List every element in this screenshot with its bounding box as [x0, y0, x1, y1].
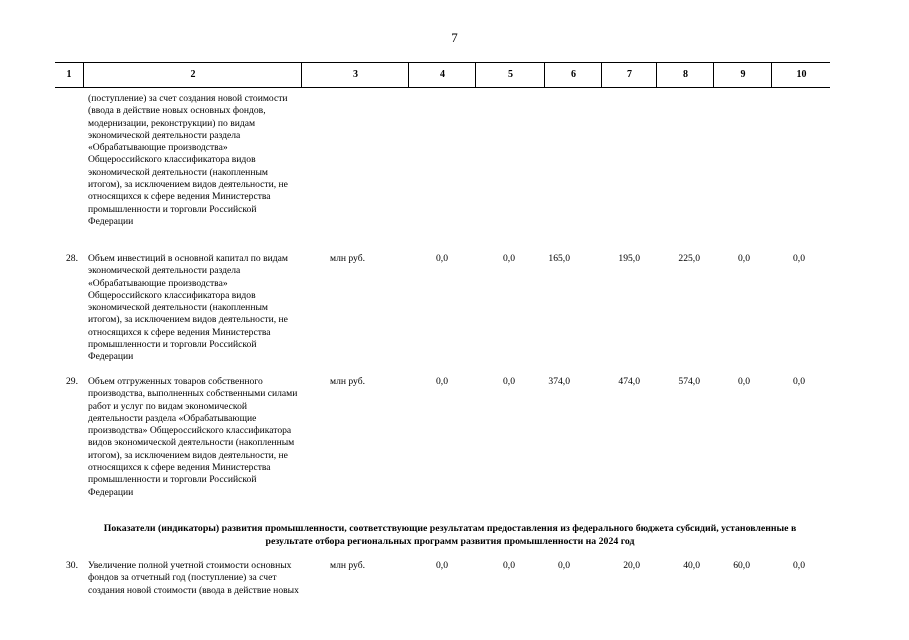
header-col-4: 4 [408, 63, 476, 87]
row-30-col-7: 20,0 [623, 560, 640, 571]
row-28-col-7: 195,0 [618, 253, 640, 264]
row-28-col-5: 0,0 [503, 253, 515, 264]
row-30-col-8: 40,0 [683, 560, 700, 571]
header-col-2: 2 [83, 63, 302, 87]
row-28-col-8: 225,0 [678, 253, 700, 264]
header-col-7: 7 [601, 63, 657, 87]
header-col-10: 10 [771, 63, 831, 87]
row-30-col-4: 0,0 [436, 560, 448, 571]
row-30-col-5: 0,0 [503, 560, 515, 571]
header-col-3: 3 [301, 63, 409, 87]
row-29-unit: млн руб. [330, 376, 366, 387]
row-28-col-10: 0,0 [793, 253, 805, 264]
row-30-description: Увеличение полной учетной стоимости основных фондов за отчетный год (поступление) за счет создания новой стоимости (ввода в действие новых [88, 560, 299, 596]
row-30-col-6: 0,0 [558, 560, 570, 571]
row-28-unit: млн руб. [330, 253, 366, 264]
header-col-9: 9 [713, 63, 772, 87]
row-29-col-7: 474,0 [618, 376, 640, 387]
row-28-description: Объем инвестиций в основной капитал по видам экономической деятельности раздела «Обрабатывающие производства» Общероссийского классификатора видов экономической деятельности (накопленным итогом), за исключением видов деятельности, не относящихся к сфере ведения Министерства промышленности и торговли Российской Федерации [88, 253, 288, 363]
row-29-col-8: 574,0 [678, 376, 700, 387]
row-30-col-9: 60,0 [733, 560, 750, 571]
row-30-col-10: 0,0 [793, 560, 805, 571]
row-29-col-6: 374,0 [548, 376, 570, 387]
header-col-5: 5 [475, 63, 545, 87]
row-28-col-4: 0,0 [436, 253, 448, 264]
continuation-text: (поступление) за счет создания новой стоимости (ввода в действие новых основных фондов, модернизации, реконструкции) по видам экономической деятельности раздела «Обрабатывающие производства» Общероссийского классификатора видов экономической деятельности (накопленным итогом), за исключением видов деятельности, не относящихся к сфере ведения Министерства промышленности и торговли Российской Федерации [88, 93, 288, 227]
row-29-col-10: 0,0 [793, 376, 805, 387]
row-29-col-5: 0,0 [503, 376, 515, 387]
header-col-8: 8 [656, 63, 714, 87]
row-29-number: 29. [66, 376, 78, 387]
row-28-col-6: 165,0 [548, 253, 570, 264]
row-28-number: 28. [66, 253, 78, 264]
table-header [55, 62, 830, 88]
row-29-col-4: 0,0 [436, 376, 448, 387]
row-29-col-9: 0,0 [738, 376, 750, 387]
page-number: 7 [451, 30, 458, 45]
header-col-1: 1 [66, 69, 72, 80]
row-30-number: 30. [66, 560, 78, 571]
header-col-6: 6 [544, 63, 602, 87]
row-28-col-9: 0,0 [738, 253, 750, 264]
section-title: Показатели (индикаторы) развития промышленности, соответствующие результатам предоставления из федерального бюджета субсидий, установленные в результате отбора региональных программ развития промышленности на 2024 год [103, 523, 797, 547]
row-30-unit: млн руб. [330, 560, 366, 571]
row-29-description: Объем отгруженных товаров собственного производства, выполненных собственными силами работ и услуг по видам экономической деятельности раздела «Обрабатывающие производства» Общероссийского классификатора видов экономической деятельности (накопленным итогом), за исключением видов деятельности, не относящихся к сфере ведения Министерства промышленности и торговли Российской Федерации [88, 376, 298, 498]
